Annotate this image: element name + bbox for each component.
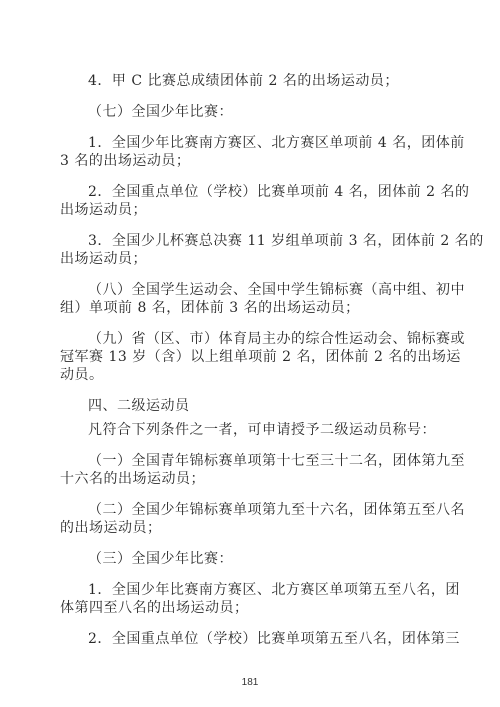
text-line: 1．全国少年比赛南方赛区、北方赛区单项第五至八名，团 xyxy=(88,582,460,598)
text-line: 2．全国重点单位（学校）比赛单项第五至八名，团体第三 xyxy=(88,631,460,647)
section-heading: （七）全国少年比赛： xyxy=(88,104,233,120)
section-heading: 四、二级运动员 xyxy=(88,398,190,414)
section-heading: （九）省（区、市）体育局主办的综合性运动会、锦标赛或 xyxy=(88,331,465,347)
text-line: 2．全国重点单位（学校）比赛单项前 4 名，团体前 2 名的 xyxy=(88,184,470,200)
text-line: 组）单项前 8 名，团体前 3 名的出场运动员； xyxy=(60,300,360,316)
section-heading: （二）全国少年锦标赛单项第九至十六名，团体第五至八名 xyxy=(88,502,465,518)
text-line: 4．甲 C 比赛总成绩团体前 2 名的出场运动员； xyxy=(88,73,399,89)
section-heading: （八）全国学生运动会、全国中学生锦标赛（高中组、初中 xyxy=(88,282,465,298)
text-line: 出场运动员； xyxy=(60,251,147,267)
text-line: 体第四至八名的出场运动员； xyxy=(60,600,249,616)
text-line: 3．全国少儿杯赛总决赛 11 岁组单项前 3 名，团体前 2 名的 xyxy=(88,233,484,249)
page-number: 181 xyxy=(241,677,259,688)
text-line: 冠军赛 13 岁（含）以上组单项前 2 名，团体前 2 名的出场运 xyxy=(60,349,461,365)
text-line: 十六名的出场运动员； xyxy=(60,471,205,487)
section-heading: （三）全国少年比赛： xyxy=(88,551,233,567)
text-line: 出场运动员； xyxy=(60,202,147,218)
text-line: 3 名的出场运动员； xyxy=(60,153,191,169)
section-heading: （一）全国青年锦标赛单项第十七至三十二名，团体第九至 xyxy=(88,453,465,469)
text-line: 动员。 xyxy=(60,367,104,383)
text-line: 凡符合下列条件之一者，可申请授予二级运动员称号： xyxy=(88,422,436,438)
text-line: 的出场运动员； xyxy=(60,520,162,536)
text-line: 1．全国少年比赛南方赛区、北方赛区单项前 4 名，团体前 xyxy=(88,135,465,151)
